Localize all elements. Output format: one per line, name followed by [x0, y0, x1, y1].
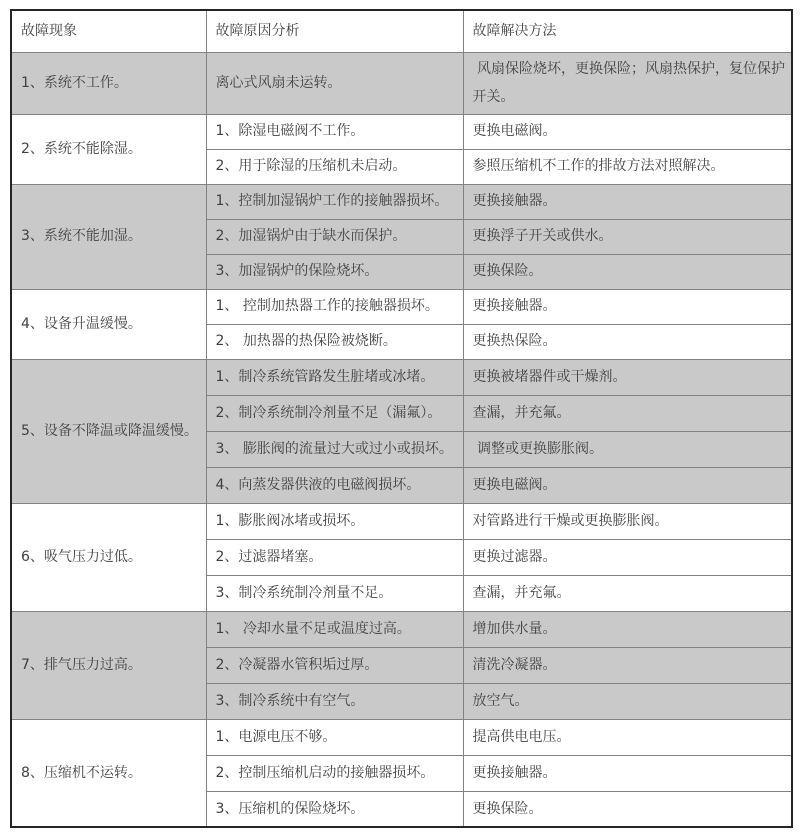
phenomenon-cell: 1、系统不工作。 [11, 52, 206, 114]
solution-cell: 清洗冷凝器。 [463, 647, 792, 683]
cause-cell: 1、制冷系统管路发生脏堵或冰堵。 [206, 359, 463, 395]
cause-cell: 3、压缩机的保险烧坏。 [206, 791, 463, 827]
cause-cell: 1、除湿电磁阀不工作。 [206, 114, 463, 149]
solution-cell: 放空气。 [463, 683, 792, 719]
solution-cell: 风扇保险烧坏，更换保险；风扇热保护，复位保护开关。 [463, 52, 792, 114]
fault-group-8 [11, 719, 792, 827]
solution-cell: 更换电磁阀。 [463, 114, 792, 149]
cause-cell: 2、控制压缩机启动的接触器损坏。 [206, 755, 463, 791]
solution-cell: 调整或更换膨胀阀。 [463, 431, 792, 467]
column-header-solution: 故障解决方法 [463, 10, 792, 52]
cause-cell: 2、用于除湿的压缩机未启动。 [206, 149, 463, 184]
cause-cell: 1、 控制加热器工作的接触器损坏。 [206, 289, 463, 324]
phenomenon-cell: 8、压缩机不运转。 [11, 719, 206, 827]
phenomenon-cell: 2、系统不能除湿。 [11, 114, 206, 184]
cause-cell: 4、向蒸发器供液的电磁阀损坏。 [206, 467, 463, 503]
fault-group-4 [11, 289, 792, 359]
cause-cell: 1、控制加湿锅炉工作的接触器损坏。 [206, 184, 463, 219]
cause-cell: 3、 膨胀阀的流量过大或过小或损坏。 [206, 431, 463, 467]
solution-cell: 更换过滤器。 [463, 539, 792, 575]
solution-cell: 更换接触器。 [463, 289, 792, 324]
cause-cell: 2、冷凝器水管积垢过厚。 [206, 647, 463, 683]
solution-cell: 更换电磁阀。 [463, 467, 792, 503]
phenomenon-cell: 3、系统不能加湿。 [11, 184, 206, 289]
header-row [11, 10, 792, 52]
cause-cell: 2、加湿锅炉由于缺水而保护。 [206, 219, 463, 254]
solution-cell: 参照压缩机不工作的排故方法对照解决。 [463, 149, 792, 184]
solution-cell: 更换热保险。 [463, 324, 792, 359]
fault-group-6 [11, 503, 792, 611]
table-row [11, 114, 792, 149]
solution-cell: 提高供电电压。 [463, 719, 792, 755]
cause-cell: 2、 加热器的热保险被烧断。 [206, 324, 463, 359]
solution-cell: 更换接触器。 [463, 184, 792, 219]
table-row [11, 184, 792, 219]
solution-cell: 对管路进行干燥或更换膨胀阀。 [463, 503, 792, 539]
solution-cell: 查漏，并充氟。 [463, 575, 792, 611]
cause-cell: 2、过滤器堵塞。 [206, 539, 463, 575]
phenomenon-cell: 7、排气压力过高。 [11, 611, 206, 719]
table-row [11, 359, 792, 395]
cause-cell: 离心式风扇未运转。 [206, 52, 463, 114]
fault-group-5 [11, 359, 792, 503]
solution-cell: 查漏，并充氟。 [463, 395, 792, 431]
table-row [11, 289, 792, 324]
cause-cell: 1、电源电压不够。 [206, 719, 463, 755]
column-header-phenomenon: 故障现象 [11, 10, 206, 52]
table-row [11, 52, 792, 114]
fault-group-3 [11, 184, 792, 289]
phenomenon-cell: 5、设备不降温或降温缓慢。 [11, 359, 206, 503]
solution-cell: 更换保险。 [463, 791, 792, 827]
cause-cell: 3、制冷系统中有空气。 [206, 683, 463, 719]
solution-cell: 更换接触器。 [463, 755, 792, 791]
cause-cell: 2、制冷系统制冷剂量不足（漏氟）。 [206, 395, 463, 431]
table-row [11, 719, 792, 755]
cause-cell: 1、膨胀阀冰堵或损坏。 [206, 503, 463, 539]
table-header [11, 10, 792, 52]
phenomenon-cell: 6、吸气压力过低。 [11, 503, 206, 611]
troubleshooting-table [10, 9, 793, 828]
table-row [11, 611, 792, 647]
solution-cell: 更换被堵器件或干燥剂。 [463, 359, 792, 395]
solution-cell: 更换浮子开关或供水。 [463, 219, 792, 254]
column-header-cause: 故障原因分析 [206, 10, 463, 52]
cause-cell: 1、 冷却水量不足或温度过高。 [206, 611, 463, 647]
fault-group-1 [11, 52, 792, 114]
cause-cell: 3、加湿锅炉的保险烧坏。 [206, 254, 463, 289]
fault-group-7 [11, 611, 792, 719]
solution-cell: 更换保险。 [463, 254, 792, 289]
solution-cell: 增加供水量。 [463, 611, 792, 647]
phenomenon-cell: 4、设备升温缓慢。 [11, 289, 206, 359]
fault-group-2 [11, 114, 792, 184]
table-row [11, 503, 792, 539]
cause-cell: 3、制冷系统制冷剂量不足。 [206, 575, 463, 611]
